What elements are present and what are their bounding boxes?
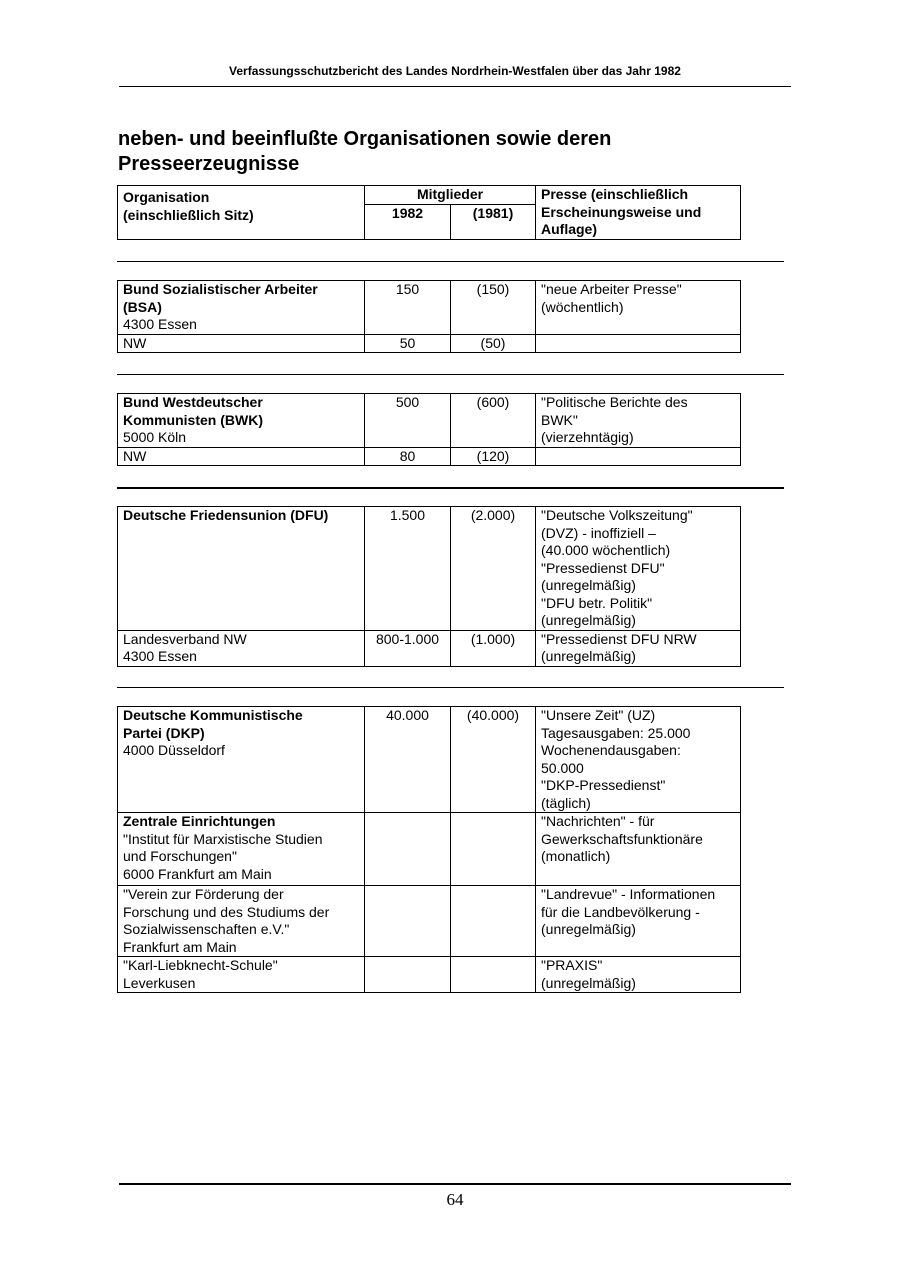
members-1982 bbox=[365, 957, 451, 993]
header-organisation: Organisation (einschließlich Sitz) bbox=[118, 186, 365, 240]
members-1981: (120) bbox=[451, 447, 536, 466]
press-cell bbox=[536, 447, 741, 466]
title-line-2: Presseerzeugnisse bbox=[118, 153, 300, 175]
org-cell: Zentrale Einrichtungen "Institut für Marxistische Studien und Forschungen" 6000 Frankfurt am Main bbox=[118, 813, 365, 886]
org-cell: Bund Westdeutscher Kommunisten (BWK) 5000 Köln bbox=[118, 394, 365, 448]
table-row bbox=[118, 394, 741, 448]
org-cell: Bund Sozialistischer Arbeiter (BSA) 4300 Essen bbox=[118, 281, 365, 335]
org-cell: "Karl-Liebknecht-Schule" Leverkusen bbox=[118, 957, 365, 993]
press-cell: "Landrevue" - Informationen für die Landbevölkerung - (unregelmäßig) bbox=[536, 886, 741, 957]
org-cell: Landesverband NW 4300 Essen bbox=[118, 630, 365, 666]
org-cell: Deutsche Friedensunion (DFU) bbox=[118, 507, 365, 631]
members-1982: 150 bbox=[365, 281, 451, 335]
table-row bbox=[118, 957, 741, 993]
members-1982: 80 bbox=[365, 447, 451, 466]
title-line-1: neben- und beeinflußte Organisationen sowie deren bbox=[118, 128, 612, 150]
members-1981: (2.000) bbox=[451, 507, 536, 631]
press-cell: "PRAXIS" (unregelmäßig) bbox=[536, 957, 741, 993]
table-row bbox=[118, 630, 741, 666]
members-1982: 40.000 bbox=[365, 707, 451, 813]
table-row bbox=[118, 281, 741, 335]
press-cell: "Pressedienst DFU NRW (unregelmäßig) bbox=[536, 630, 741, 666]
members-1981 bbox=[451, 886, 536, 957]
bwk-table bbox=[117, 393, 741, 466]
members-1981: (150) bbox=[451, 281, 536, 335]
page-number: 64 bbox=[446, 1190, 464, 1209]
members-1982: 1.500 bbox=[365, 507, 451, 631]
members-1982 bbox=[365, 813, 451, 886]
members-1981: (50) bbox=[451, 334, 536, 353]
org-cell: Deutsche Kommunistische Partei (DKP) 4000 Düsseldorf bbox=[118, 707, 365, 813]
separator-rule-4 bbox=[117, 687, 784, 688]
separator-rule-3 bbox=[117, 487, 784, 489]
members-1982 bbox=[365, 886, 451, 957]
separator-rule-2 bbox=[117, 374, 784, 375]
org-cell: NW bbox=[118, 334, 365, 353]
table-row bbox=[118, 447, 741, 466]
org-cell: NW bbox=[118, 447, 365, 466]
members-1981 bbox=[451, 957, 536, 993]
separator-rule-1 bbox=[117, 261, 784, 262]
members-1981 bbox=[451, 813, 536, 886]
bsa-table bbox=[117, 280, 741, 353]
members-1982: 800-1.000 bbox=[365, 630, 451, 666]
table-row bbox=[118, 334, 741, 353]
header-rule bbox=[119, 86, 791, 87]
header-year-1981: (1981) bbox=[451, 204, 536, 239]
members-1981: (40.000) bbox=[451, 707, 536, 813]
table-row bbox=[118, 507, 741, 631]
org-cell: "Verein zur Förderung der Forschung und des Studiums der Sozialwissenschaften e.V." Frankfurt am Main bbox=[118, 886, 365, 957]
members-1982: 50 bbox=[365, 334, 451, 353]
members-1981: (1.000) bbox=[451, 630, 536, 666]
press-cell: "Unsere Zeit" (UZ) Tagesausgaben: 25.000 Wochenendausgaben: 50.000 "DKP-Pressedienst" (täglich) bbox=[536, 707, 741, 813]
members-1982: 500 bbox=[365, 394, 451, 448]
header-press: Presse (einschließlich Erscheinungsweise und Auflage) bbox=[536, 186, 741, 240]
header-members: Mitglieder bbox=[365, 186, 536, 205]
press-cell: "Nachrichten" - für Gewerkschaftsfunktionäre (monatlich) bbox=[536, 813, 741, 886]
press-cell: "Politische Berichte des BWK" (vierzehntägig) bbox=[536, 394, 741, 448]
footer-rule bbox=[119, 1183, 791, 1185]
running-header: Verfassungsschutzbericht des Landes Nordrhein-Westfalen über das Jahr 1982 bbox=[229, 64, 681, 78]
members-1981: (600) bbox=[451, 394, 536, 448]
press-cell bbox=[536, 334, 741, 353]
dkp-table bbox=[117, 706, 741, 993]
table-row bbox=[118, 707, 741, 813]
press-cell: "neue Arbeiter Presse" (wöchentlich) bbox=[536, 281, 741, 335]
table-row bbox=[118, 886, 741, 957]
header-year-1982: 1982 bbox=[365, 204, 451, 239]
table-row bbox=[118, 813, 741, 886]
press-cell: "Deutsche Volkszeitung" (DVZ) - inoffiziell – (40.000 wöchentlich) "Pressedienst DFU" (unregelmäßig) "DFU betr. Politik" (unregelmäßig) bbox=[536, 507, 741, 631]
column-header-table bbox=[117, 185, 741, 240]
page-title bbox=[118, 127, 758, 177]
dfu-table bbox=[117, 506, 741, 667]
